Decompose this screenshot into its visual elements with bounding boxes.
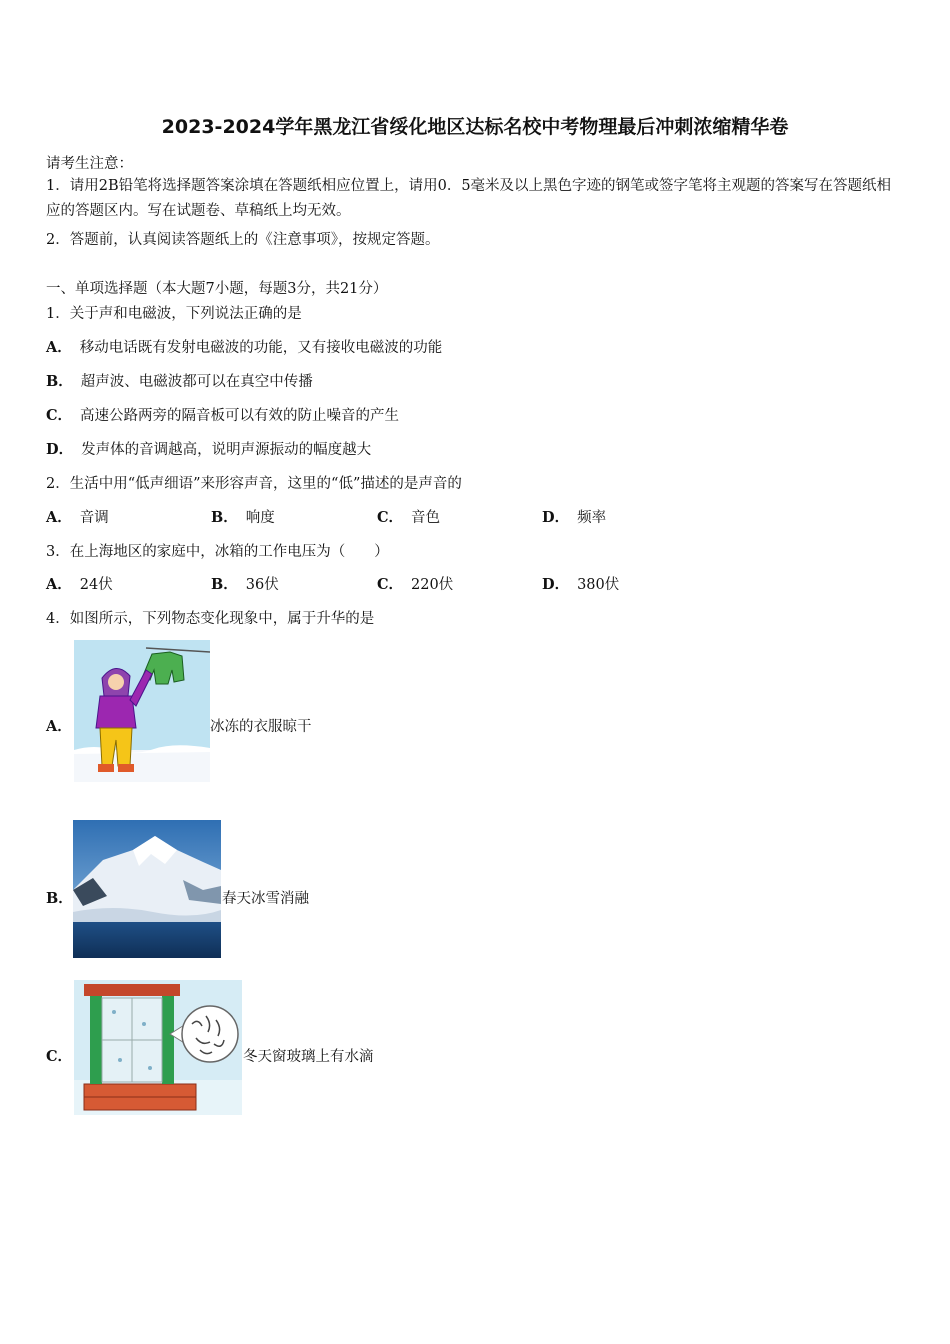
question-2-stem: 2．生活中用“低声细语”来形容声音，这里的“低”描述的是声音的: [46, 476, 462, 492]
option-label: D．: [46, 441, 74, 458]
question-3-stem: 3．在上海地区的家庭中，冰箱的工作电压为（ ）: [46, 544, 389, 560]
page-title: 2023-2024学年黑龙江省绥化地区达标名校中考物理最后冲刺浓缩精华卷: [161, 116, 789, 138]
option-text: 超声波、电磁波都可以在真空中传播: [80, 374, 313, 390]
option-label: B．: [46, 373, 73, 390]
question-4-option-b-text: 春天冰雪消融: [222, 891, 309, 907]
question-1-option-a: [46, 336, 442, 357]
option-label: B．: [211, 509, 238, 526]
option-text: 频率: [577, 510, 607, 526]
question-2-option-c: [377, 506, 440, 527]
option-text: 24伏: [79, 577, 113, 593]
frozen-clothes-image: [74, 640, 210, 782]
option-label: C．: [377, 576, 404, 593]
option-label: A．: [46, 509, 72, 526]
snow-mountain-image: [73, 820, 221, 958]
option-text: 移动电话既有发射电磁波的功能，又有接收电磁波的功能: [79, 340, 443, 356]
option-text: 响度: [245, 510, 275, 526]
option-label: C．: [46, 407, 73, 424]
option-label: D．: [542, 509, 570, 526]
question-2-option-b: [211, 506, 275, 527]
window-droplets-image: [74, 980, 242, 1115]
option-label: C．: [377, 509, 404, 526]
question-1-option-d: [46, 438, 371, 459]
question-4-option-c-label: C．: [46, 1048, 73, 1065]
option-text: 高速公路两旁的隔音板可以有效的防止噪音的产生: [80, 408, 400, 424]
question-1-option-b: [46, 370, 313, 391]
question-3-option-c: [377, 573, 453, 594]
notice-item-1: 1．请用2B铅笔将选择题答案涂填在答题纸相应位置上，请用0．5毫米及以上黑色字迹的钢笔或签字笔将主观题的答案写在答题纸相应的答题区内。写在试题卷、草稿纸上均无效。: [46, 178, 892, 219]
option-text: 音色: [411, 510, 441, 526]
option-text: 发声体的音调越高，说明声源振动的幅度越大: [81, 442, 372, 458]
question-2-option-a: [46, 506, 109, 527]
question-4-option-c-text: 冬天窗玻璃上有水滴: [243, 1049, 374, 1065]
option-text: 36伏: [245, 577, 279, 593]
question-4-stem: 4．如图所示，下列物态变化现象中，属于升华的是: [46, 611, 375, 627]
question-4-option-b-label: B．: [46, 890, 73, 907]
option-label: B．: [211, 576, 238, 593]
question-1-stem: 1．关于声和电磁波，下列说法正确的是: [46, 306, 302, 322]
section-heading: 一、单项选择题（本大题7小题，每题3分，共21分）: [46, 281, 388, 297]
option-label: A．: [46, 576, 72, 593]
option-text: 音调: [79, 510, 109, 526]
question-3-option-d: [542, 573, 619, 594]
question-4-option-a-text: 冰冻的衣服晾干: [210, 719, 312, 735]
question-2-option-d: [542, 506, 606, 527]
question-3-option-a: [46, 573, 113, 594]
option-label: D．: [542, 576, 570, 593]
option-label: A．: [46, 339, 72, 356]
question-1-option-c: [46, 404, 399, 425]
notice-heading: 请考生注意：: [46, 156, 133, 172]
question-4-option-a-label: A．: [46, 718, 72, 735]
question-3-option-b: [211, 573, 279, 594]
option-text: 380伏: [577, 577, 620, 593]
notice-item-2: 2．答题前，认真阅读答题纸上的《注意事项》，按规定答题。: [46, 232, 440, 248]
option-text: 220伏: [411, 577, 454, 593]
